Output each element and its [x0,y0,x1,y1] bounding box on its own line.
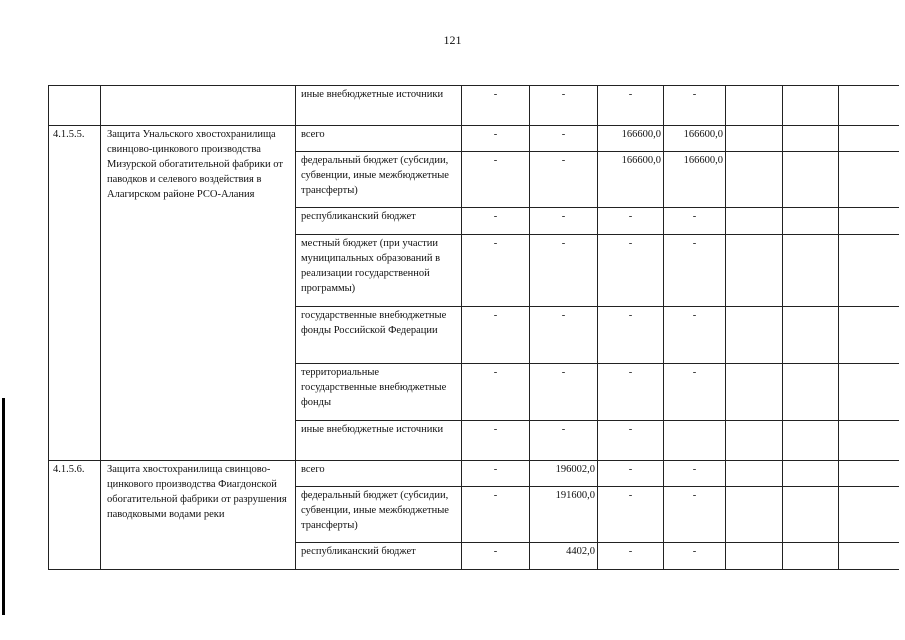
empty-cell [726,421,783,461]
empty-cell [783,487,839,543]
value-cell: - [530,421,598,461]
empty-cell [726,235,783,307]
empty-cell [783,235,839,307]
value-cell: - [664,235,726,307]
item-code: 4.1.5.5. [49,126,101,461]
value-cell: - [462,543,530,570]
value-cell: - [530,235,598,307]
item-code: 4.1.5.6. [49,461,101,570]
value-cell: - [598,461,664,487]
empty-cell [839,152,899,208]
source-cell: государственные внебюджетные фонды Российской Федерации [296,307,462,364]
value-cell: - [598,307,664,364]
empty-cell [783,126,839,152]
source-cell: республиканский бюджет [296,208,462,235]
value-cell: - [598,421,664,461]
value-cell: - [462,235,530,307]
value-cell: - [664,307,726,364]
page-number: 121 [443,33,462,47]
value-cell: - [530,126,598,152]
value-cell: - [664,461,726,487]
empty-cell [783,208,839,235]
empty-cell [726,86,783,126]
value-cell: - [530,307,598,364]
value-cell: - [598,543,664,570]
value-cell: - [462,126,530,152]
empty-cell [839,235,899,307]
empty-cell [839,208,899,235]
source-cell: местный бюджет (при участии муниципальных образований в реализации государственной программы) [296,235,462,307]
value-cell: - [530,86,598,126]
empty-cell [839,461,899,487]
value-cell: 4402,0 [530,543,598,570]
source-cell: иные внебюджетные источники [296,421,462,461]
empty-cell [726,364,783,421]
source-cell: территориальные государственные внебюджетные фонды [296,364,462,421]
empty-cell [783,543,839,570]
value-cell: 166600,0 [598,126,664,152]
empty-cell [783,307,839,364]
source-cell: всего [296,126,462,152]
value-cell: - [664,86,726,126]
empty-cell [783,86,839,126]
value-cell: - [462,152,530,208]
value-cell: - [462,364,530,421]
name-cell [101,86,296,126]
empty-cell [726,461,783,487]
value-cell: - [530,364,598,421]
value-cell: - [664,364,726,421]
table-row [49,126,899,152]
empty-cell [839,543,899,570]
value-cell [664,421,726,461]
empty-cell [839,86,899,126]
empty-cell [783,461,839,487]
empty-cell [839,421,899,461]
value-cell: - [462,461,530,487]
empty-cell [726,487,783,543]
code-cell [49,86,101,126]
value-cell: 196002,0 [530,461,598,487]
value-cell: - [598,487,664,543]
value-cell: 166600,0 [664,152,726,208]
table-row [49,461,899,487]
empty-cell [726,126,783,152]
item-name: Защита хвостохранилища свинцово-цинкового производства Фиагдонской обогатительной фабрики от разрушения паводковыми водами реки [101,461,296,570]
source-cell: республиканский бюджет [296,543,462,570]
empty-cell [726,543,783,570]
value-cell: - [598,235,664,307]
empty-cell [783,364,839,421]
source-cell: всего [296,461,462,487]
value-cell: - [598,208,664,235]
value-cell: - [462,86,530,126]
value-cell: 166600,0 [598,152,664,208]
item-name: Защита Унальского хвостохранилища свинцово-цинкового производства Мизурской обогатительной фабрики от паводков и селевого воздействия в Алагирском районе РСО-Алания [101,126,296,461]
source-cell: федеральный бюджет (субсидии, субвенции, иные межбюджетные трансферты) [296,152,462,208]
scan-margin-mark [2,398,5,615]
value-cell: - [462,208,530,235]
value-cell: 166600,0 [664,126,726,152]
value-cell: - [530,208,598,235]
empty-cell [783,421,839,461]
table-row [49,86,899,126]
value-cell: - [598,86,664,126]
source-cell: иные внебюджетные источники [296,86,462,126]
empty-cell [839,487,899,543]
value-cell: - [664,208,726,235]
value-cell: - [598,364,664,421]
empty-cell [839,307,899,364]
value-cell: - [462,487,530,543]
empty-cell [726,307,783,364]
value-cell: - [664,543,726,570]
value-cell: - [462,307,530,364]
empty-cell [726,208,783,235]
empty-cell [839,364,899,421]
source-cell: федеральный бюджет (субсидии, субвенции, иные межбюджетные трансферты) [296,487,462,543]
empty-cell [839,126,899,152]
value-cell: 191600,0 [530,487,598,543]
value-cell: - [462,421,530,461]
budget-table [48,85,899,570]
value-cell: - [530,152,598,208]
empty-cell [783,152,839,208]
empty-cell [726,152,783,208]
value-cell: - [664,487,726,543]
